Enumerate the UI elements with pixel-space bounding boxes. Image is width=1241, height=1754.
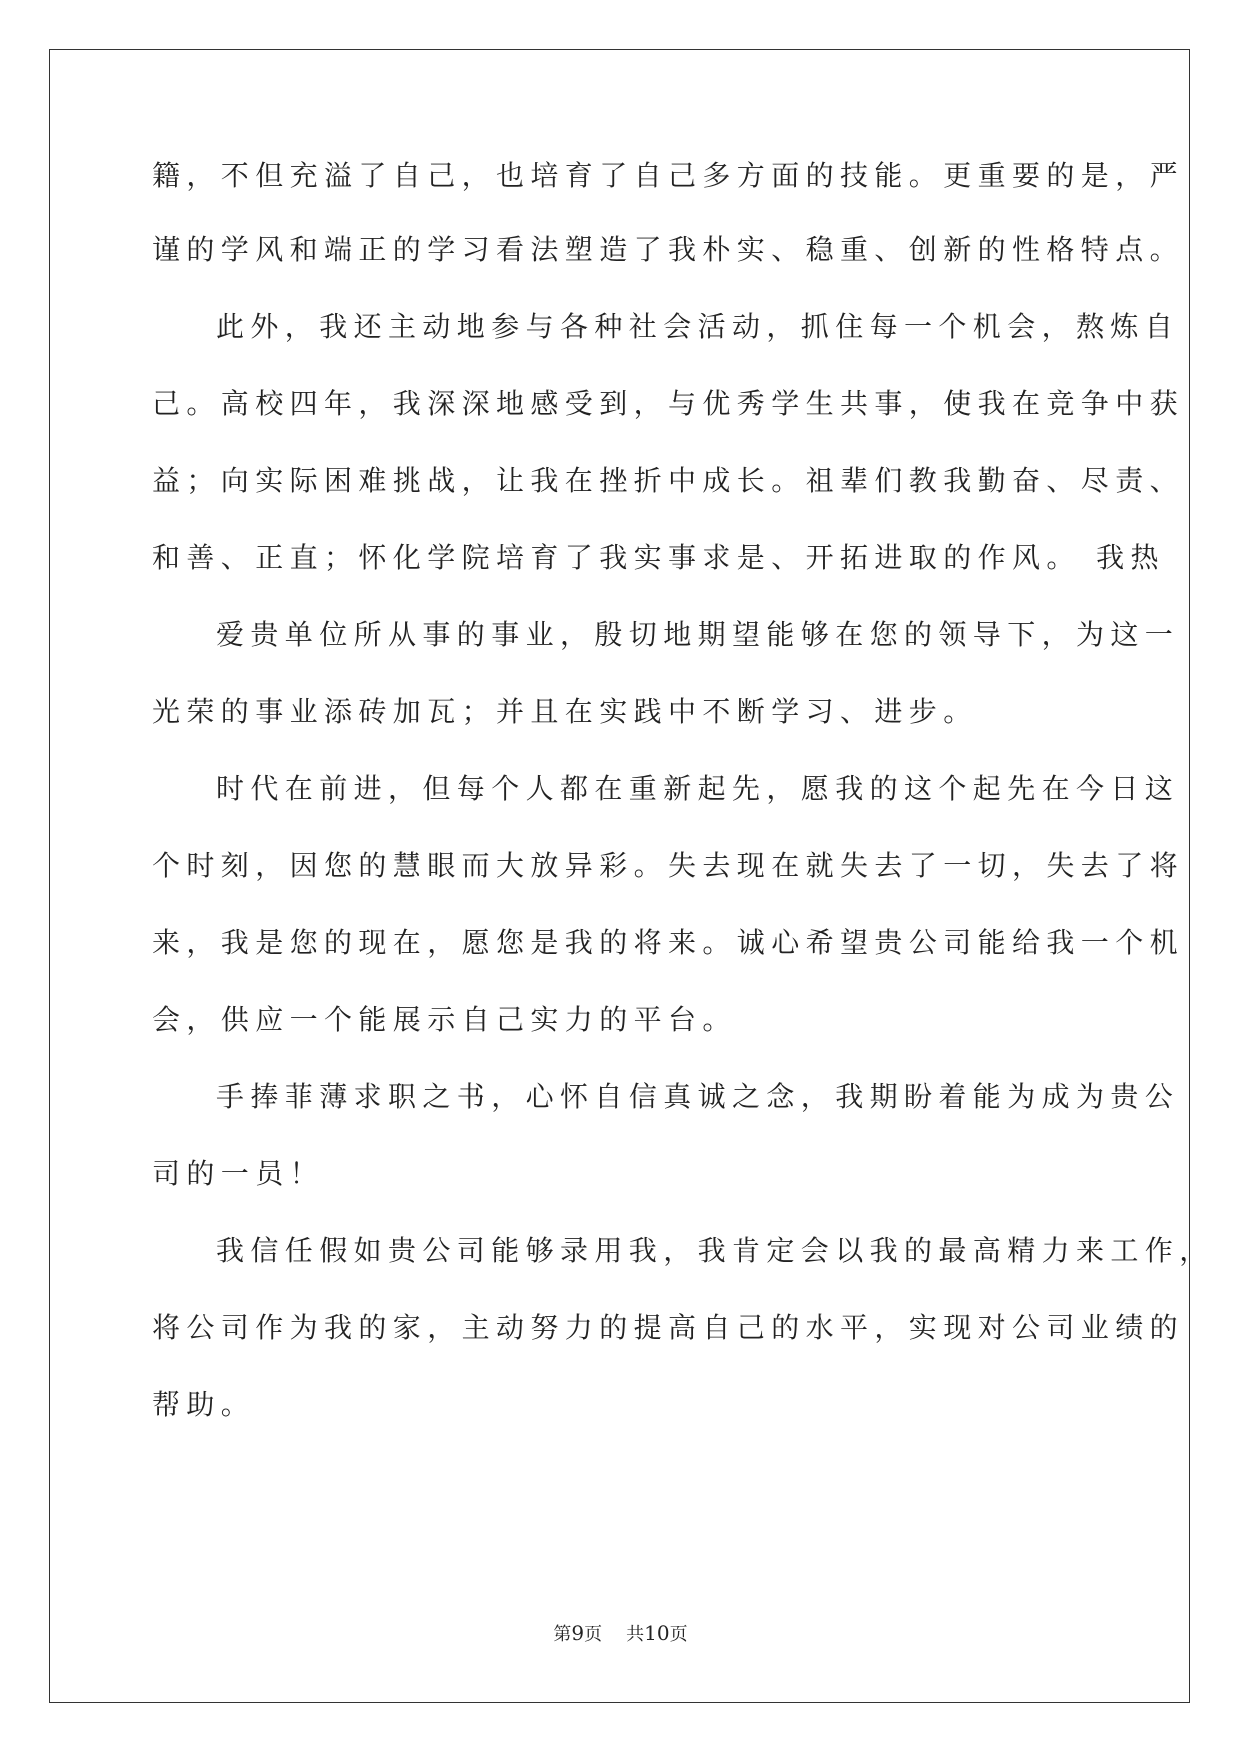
text-line: 将公司作为我的家，主动努力的提高自己的水平，实现对公司业绩的: [152, 1311, 1185, 1344]
text-line: 籍，不但充溢了自己，也培育了自己多方面的技能。更重要的是，严: [152, 159, 1185, 192]
text-line: 谨的学风和端正的学习看法塑造了我朴实、稳重、创新的性格特点。: [152, 233, 1185, 266]
text-line: 我信任假如贵公司能够录用我，我肯定会以我的最高精力来工作，: [216, 1234, 1214, 1267]
text-line: 爱贵单位所从事的事业，殷切地期望能够在您的领导下，为这一: [216, 618, 1180, 651]
text-line: 光荣的事业添砖加瓦；并且在实践中不断学习、进步。: [152, 695, 978, 728]
total-prefix: 共: [626, 1624, 645, 1645]
text-line: 帮助。: [152, 1388, 256, 1421]
total-pages: 10: [644, 1621, 670, 1645]
total-suffix: 页: [669, 1624, 688, 1645]
text-line: 司的一员！: [152, 1157, 325, 1190]
page-suffix: 页: [584, 1624, 603, 1645]
text-line: 时代在前进，但每个人都在重新起先，愿我的这个起先在今日这: [216, 772, 1180, 805]
page-footer: [0, 1620, 1241, 1646]
text-line: 个时刻，因您的慧眼而大放异彩。失去现在就失去了一切，失去了将: [152, 849, 1185, 882]
text-line: 己。高校四年，我深深地感受到，与优秀学生共事，使我在竞争中获: [152, 387, 1185, 420]
text-line: 和善、正直；怀化学院培育了我实事求是、开拓进取的作风。 我热: [152, 541, 1165, 574]
page-number: 9: [571, 1621, 585, 1645]
text-line: 益；向实际困难挑战，让我在挫折中成长。祖辈们教我勤奋、尽责、: [152, 464, 1185, 497]
text-line: 会，供应一个能展示自己实力的平台。: [152, 1003, 737, 1036]
text-line: 来，我是您的现在，愿您是我的将来。诚心希望贵公司能给我一个机: [152, 926, 1185, 959]
text-line: 此外，我还主动地参与各种社会活动，抓住每一个机会，熬炼自: [216, 310, 1180, 343]
page-prefix: 第: [553, 1624, 572, 1645]
text-line: 手捧菲薄求职之书，心怀自信真诚之念，我期盼着能为成为贵公: [216, 1080, 1180, 1113]
